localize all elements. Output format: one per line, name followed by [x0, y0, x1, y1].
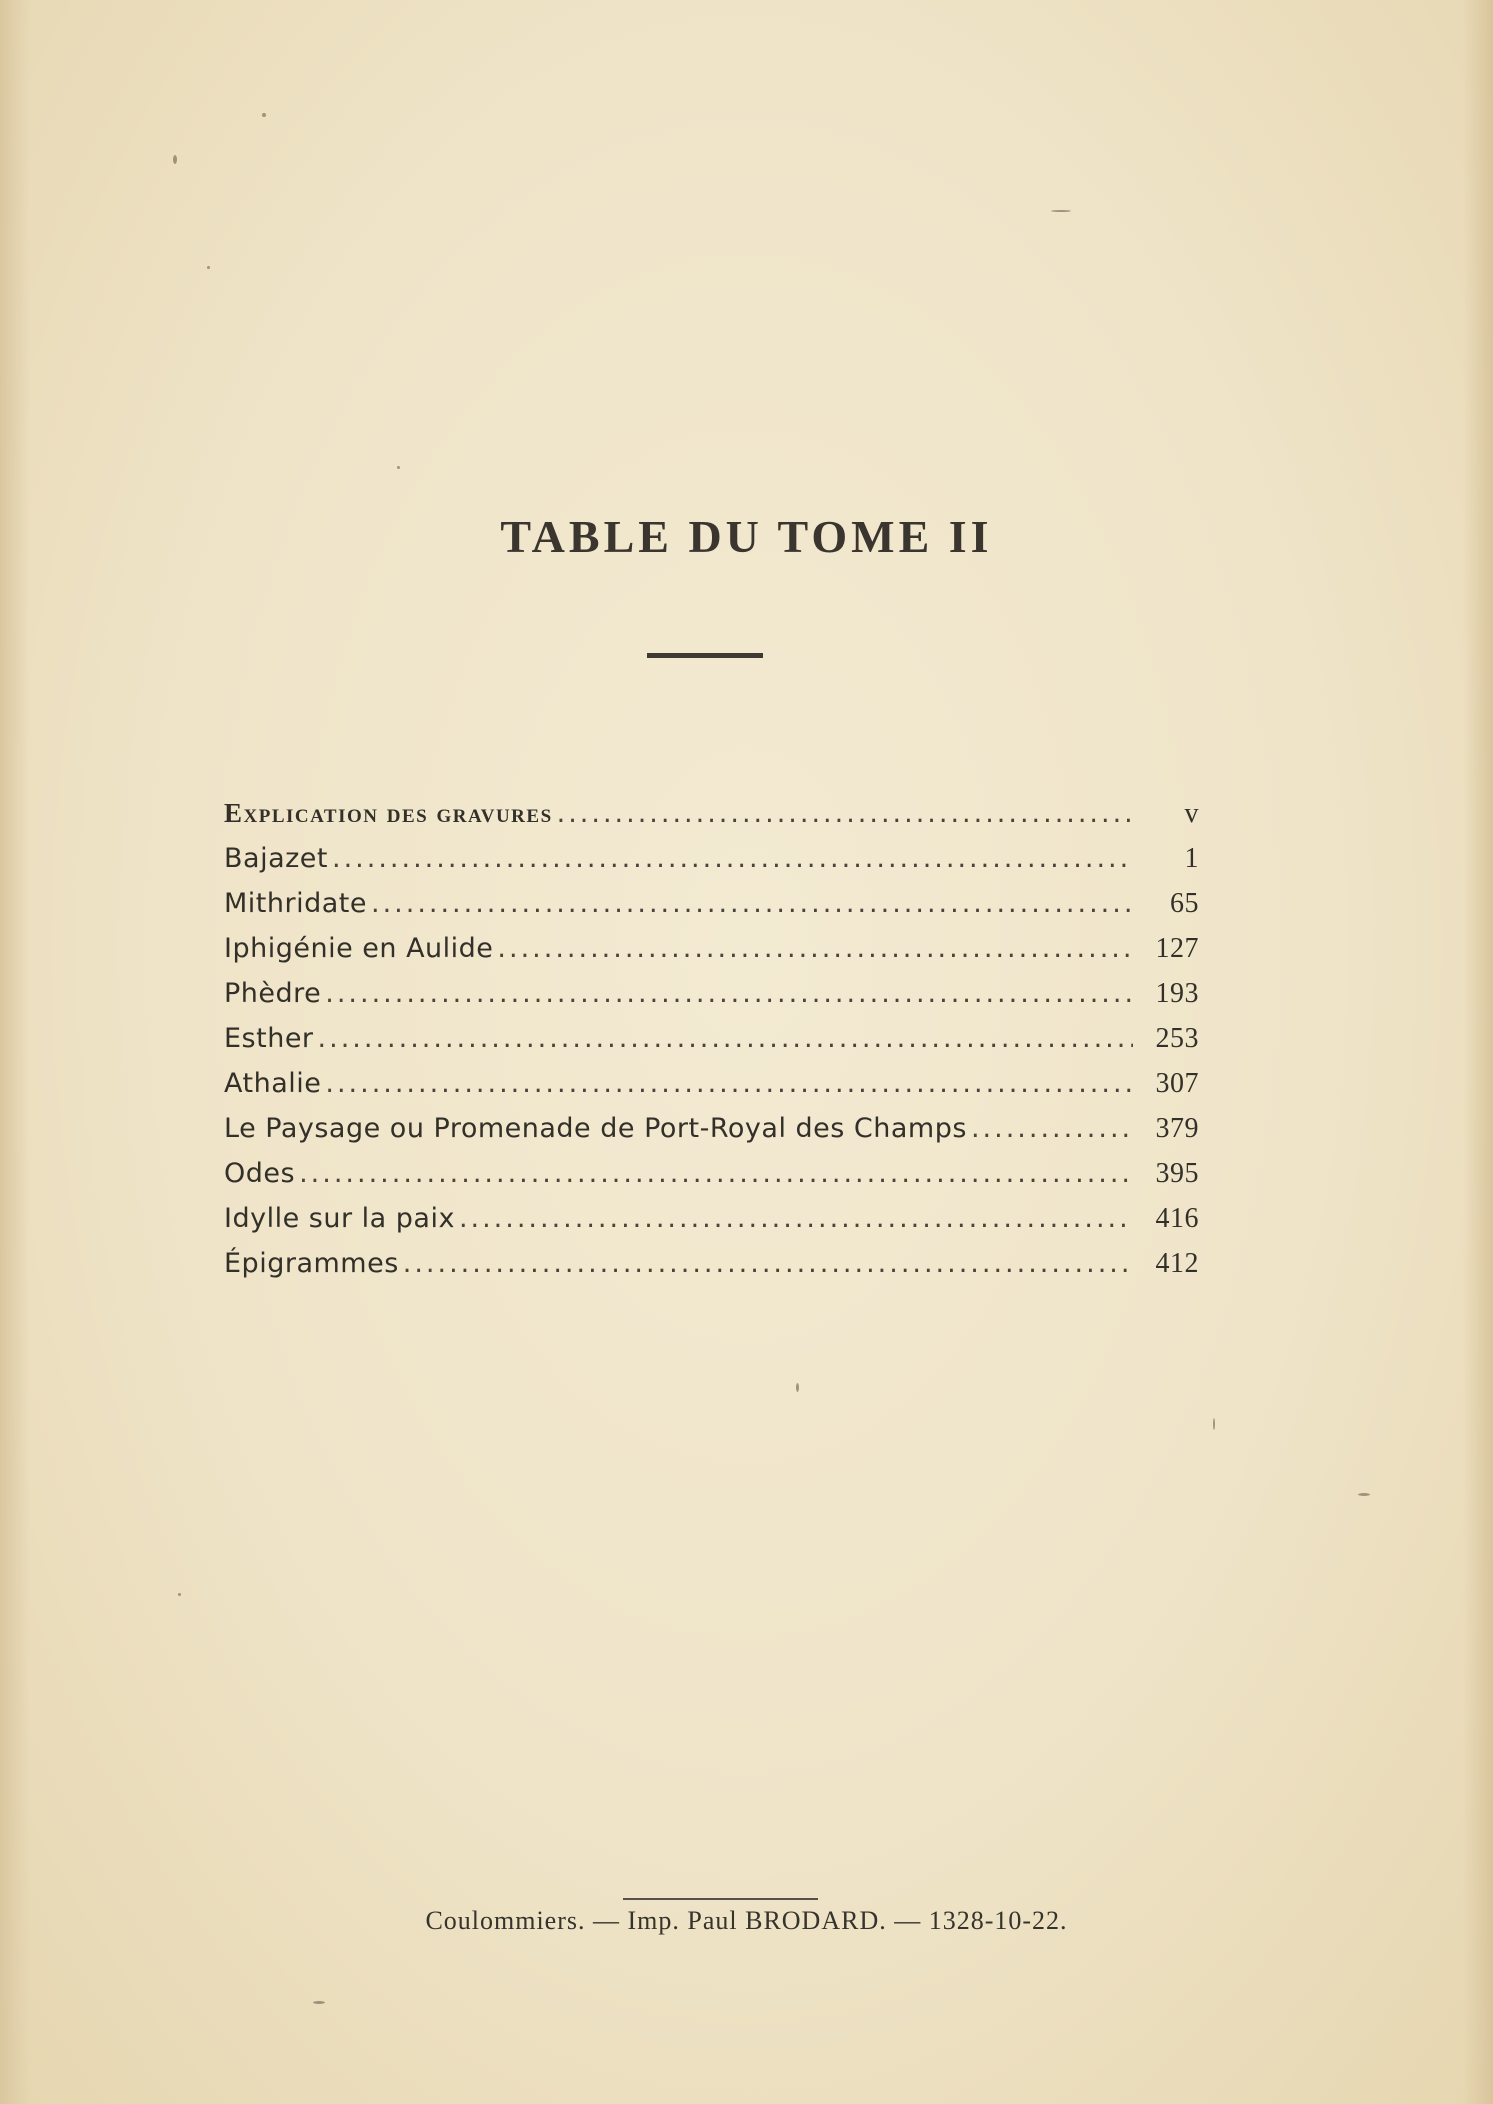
- paper-speck: [173, 155, 177, 164]
- dot-leader: [371, 888, 1133, 919]
- toc-entry-title: Idylle sur la paix: [224, 1203, 455, 1234]
- dot-leader: [497, 933, 1133, 964]
- dot-leader: [318, 1023, 1133, 1054]
- toc-entry-page: v: [1184, 798, 1199, 829]
- page-edge-right: [1463, 0, 1493, 2104]
- toc-entry-page: 65: [1170, 888, 1199, 919]
- toc-entry-title: Esther: [224, 1023, 314, 1054]
- toc-entry: [224, 1158, 1199, 1203]
- toc-entry-page: 395: [1155, 1158, 1199, 1189]
- dot-leader: [971, 1113, 1133, 1144]
- paper-speck: [796, 1383, 799, 1392]
- page-edge-left: [0, 0, 30, 2104]
- toc-entry: [224, 798, 1199, 843]
- toc-entry-page: 253: [1155, 1023, 1199, 1054]
- toc-entry: [224, 933, 1199, 978]
- footer-rule: [623, 1898, 818, 1900]
- dot-leader: [332, 843, 1133, 874]
- toc-entry-title: Épigrammes: [224, 1248, 399, 1279]
- dot-leader: [325, 1068, 1133, 1099]
- toc-entry-title: Phèdre: [224, 978, 322, 1009]
- dot-leader: [403, 1248, 1133, 1279]
- toc-entry-title: Explication des gravures: [224, 798, 553, 828]
- toc-entry: [224, 1068, 1199, 1113]
- toc-entry-title: Mithridate: [224, 888, 367, 919]
- dot-leader: [557, 798, 1133, 829]
- printer-imprint: Coulommiers. — Imp. Paul BRODARD. — 1328-10-22.: [425, 1906, 1068, 1935]
- toc-entry-page: 193: [1155, 978, 1199, 1009]
- paper-speck: [1051, 210, 1071, 212]
- paper-speck: [262, 113, 266, 117]
- toc-entry-page: 412: [1155, 1248, 1199, 1279]
- toc-entry: [224, 1023, 1199, 1068]
- toc-entry: [224, 843, 1199, 888]
- page-title: TABLE DU TOME II: [500, 511, 993, 562]
- title-rule: [647, 653, 763, 658]
- paper-speck: [1213, 1418, 1215, 1430]
- toc-entry-title: Iphigénie en Aulide: [224, 933, 494, 964]
- dot-leader: [325, 978, 1133, 1009]
- toc-entry-page: 1: [1184, 843, 1199, 874]
- toc-entry-page: 127: [1155, 933, 1199, 964]
- toc-entry-page: 307: [1155, 1068, 1199, 1099]
- toc-entry-title: Bajazet: [224, 843, 328, 874]
- paper-speck: [397, 466, 400, 469]
- toc-entry-title: Athalie: [224, 1068, 322, 1099]
- toc-entry: [224, 888, 1199, 933]
- toc-entry-title: Odes: [224, 1158, 296, 1189]
- toc-entry: [224, 978, 1199, 1023]
- toc-entry: [224, 1248, 1199, 1293]
- toc-entry-title: Le Paysage ou Promenade de Port-Royal des Champs: [224, 1113, 967, 1144]
- toc-entry: [224, 1113, 1199, 1158]
- paper-speck: [313, 2001, 325, 2004]
- dot-leader: [299, 1158, 1133, 1189]
- dot-leader: [459, 1203, 1133, 1234]
- toc-entry-page: 416: [1155, 1203, 1199, 1234]
- paper-speck: [1358, 1493, 1370, 1496]
- toc-entry-page: 379: [1155, 1113, 1199, 1144]
- toc-entry: [224, 1203, 1199, 1248]
- paper-speck: [178, 1593, 181, 1596]
- table-of-contents: [224, 798, 1199, 1293]
- paper-speck: [207, 266, 210, 269]
